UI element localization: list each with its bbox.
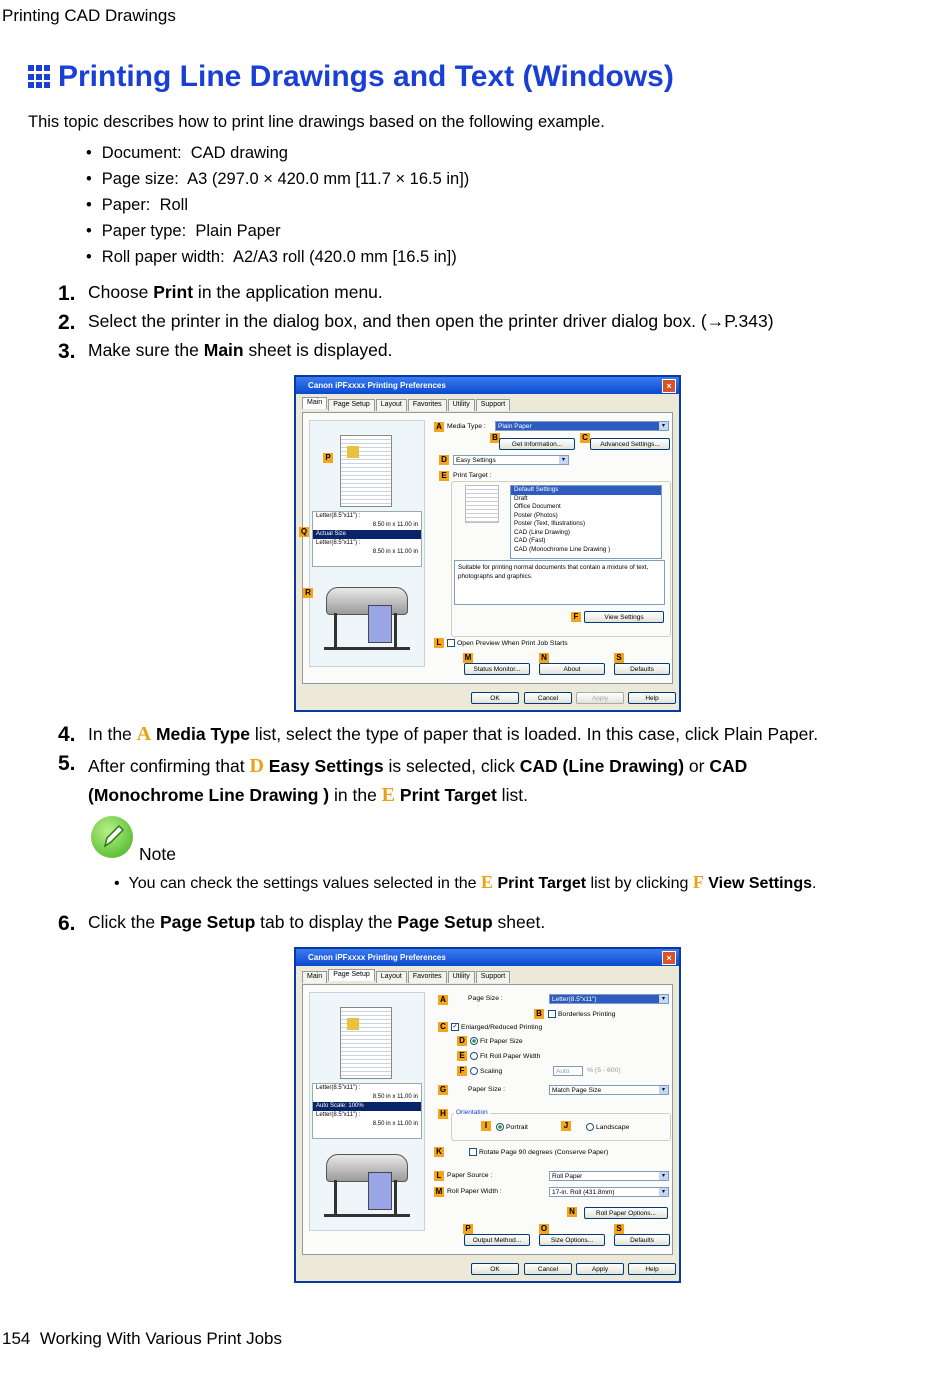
tab-favorites[interactable]: Favorites: [408, 971, 447, 983]
callout-s: S: [614, 653, 624, 663]
callout-o: O: [540, 1224, 548, 1233]
tab-main[interactable]: Main: [302, 397, 327, 409]
page-size-select[interactable]: Letter(8.5"x11") ▾: [549, 994, 669, 1004]
page-title-text: Printing Line Drawings and Text (Windows): [58, 60, 674, 93]
callout-n: N: [539, 653, 549, 663]
roll-paper-options-button[interactable]: Roll Paper Options...: [584, 1207, 668, 1219]
ok-button[interactable]: OK: [471, 692, 519, 704]
callout-q: Q: [300, 527, 308, 536]
callout-p: P: [323, 453, 333, 463]
fit-paper-size-radio[interactable]: Fit Paper Size: [470, 1037, 523, 1045]
page-number: 154: [2, 1329, 31, 1348]
dialog-title-bar: Canon iPFxxxx Printing Preferences ×: [296, 377, 679, 394]
callout-f: F: [571, 612, 581, 622]
close-icon[interactable]: ×: [662, 379, 676, 393]
tab-favorites[interactable]: Favorites: [408, 399, 447, 411]
paper-source-select[interactable]: Roll Paper ▾: [549, 1171, 669, 1181]
list-item: • Paper type: Plain Paper: [86, 220, 469, 246]
defaults-button[interactable]: Defaults: [614, 1234, 670, 1246]
help-button[interactable]: Help: [628, 692, 676, 704]
target-thumbnail: [465, 485, 499, 523]
printer-illustration: [322, 581, 412, 655]
callout-a: A: [438, 995, 448, 1005]
callout-b: B: [490, 433, 500, 443]
list-item[interactable]: CAD (Monochrome Line Drawing ): [514, 545, 611, 553]
rotate-page-checkbox[interactable]: Rotate Page 90 degrees (Conserve Paper): [469, 1148, 608, 1156]
chevron-down-icon: ▾: [659, 995, 668, 1003]
callout-l: L: [434, 1171, 444, 1181]
list-item[interactable]: Poster (Text, Illustrations): [514, 520, 586, 527]
size-info: Letter(8.5"x11") : 8.50 in x 11.00 in Auto Scale: 100% Letter(8.5"x11") : 8.50 in x 11.00 in: [312, 1083, 422, 1139]
callout-k: K: [434, 1147, 444, 1157]
printing-preferences-dialog-page-setup: [294, 947, 681, 1283]
chevron-down-icon: ▾: [659, 1086, 668, 1094]
orientation-title: Orientation: [456, 1109, 488, 1116]
close-icon[interactable]: ×: [662, 951, 676, 965]
status-monitor-button[interactable]: Status Monitor...: [464, 663, 530, 675]
chevron-down-icon: ▾: [559, 456, 568, 464]
paper-size-select[interactable]: Match Page Size ▾: [549, 1085, 669, 1095]
page-size-label: Page Size :: [468, 995, 503, 1002]
portrait-radio[interactable]: Portrait: [496, 1123, 528, 1131]
running-header: Printing CAD Drawings: [2, 6, 176, 25]
landscape-radio[interactable]: Landscape: [586, 1123, 629, 1131]
callout-m: M: [435, 1187, 443, 1196]
paper-size-label: Paper Size :: [468, 1086, 506, 1093]
about-button[interactable]: About: [539, 663, 605, 675]
example-list: [86, 142, 469, 272]
open-preview-checkbox[interactable]: Open Preview When Print Job Starts: [447, 639, 568, 647]
get-information-button[interactable]: Get Information...: [499, 438, 575, 450]
step-4: 4. In the A Media Type list, select the type of paper that is loaded. In this case, click Plain Paper.: [58, 723, 819, 746]
list-item: • Paper: Roll: [86, 194, 469, 220]
paper-source-label: Paper Source :: [447, 1172, 493, 1179]
dialog-title-bar: Canon iPFxxxx Printing Preferences ×: [296, 949, 679, 966]
media-type-select[interactable]: Plain Paper ▾: [495, 421, 669, 431]
callout-m: M: [464, 653, 472, 662]
apply-button[interactable]: Apply: [576, 692, 624, 704]
chevron-down-icon: ▾: [659, 1172, 668, 1180]
callout-d: D: [439, 455, 449, 465]
defaults-button[interactable]: Defaults: [614, 663, 670, 675]
tab-layout[interactable]: Layout: [376, 399, 407, 411]
step-1: 1. Choose Print in the application menu.: [58, 282, 383, 305]
help-button[interactable]: Help: [628, 1263, 676, 1275]
note-label: Note: [139, 844, 176, 864]
callout-c: C: [438, 1022, 448, 1032]
tab-utility[interactable]: Utility: [448, 399, 475, 411]
list-item[interactable]: Default Settings: [511, 486, 661, 495]
cancel-button[interactable]: Cancel: [524, 692, 572, 704]
callout-n: N: [567, 1207, 577, 1217]
borderless-checkbox[interactable]: Borderless Printing: [548, 1010, 615, 1018]
description-box: Suitable for printing normal documents that contain a mixture of text, photographs and graphics.: [454, 560, 665, 605]
page-preview: [340, 1007, 392, 1079]
tab-strip: [302, 971, 511, 983]
printer-illustration: [322, 1148, 412, 1222]
tab-strip: [302, 399, 511, 411]
tab-support[interactable]: Support: [476, 971, 511, 983]
list-item[interactable]: CAD (Line Drawing): [514, 528, 570, 536]
callout-d: D: [457, 1036, 467, 1046]
enlarged-reduced-checkbox[interactable]: ✓ Enlarged/Reduced Printing: [452, 1023, 543, 1031]
note-pencil-icon: [91, 816, 133, 858]
callout-a: A: [434, 422, 444, 432]
media-type-label: Media Type :: [447, 423, 486, 430]
list-item[interactable]: CAD (Fast): [514, 537, 546, 544]
callout-j: J: [561, 1121, 571, 1131]
step-6: 6. Click the Page Setup tab to display the Page Setup sheet.: [58, 912, 546, 935]
print-target-list[interactable]: [510, 485, 662, 559]
callout-l: L: [434, 638, 444, 648]
list-item: • Roll paper width: A2/A3 roll (420.0 mm [16.5 in]): [86, 246, 469, 272]
advanced-settings-button[interactable]: Advanced Settings...: [590, 438, 670, 450]
list-item: • Page size: A3 (297.0 × 420.0 mm [11.7 × 16.5 in]): [86, 168, 469, 194]
tab-page-setup[interactable]: Page Setup: [328, 399, 375, 411]
grid-icon: [28, 65, 52, 89]
roll-width-label: Roll Paper Width :: [447, 1188, 502, 1195]
scaling-input[interactable]: Auto: [553, 1066, 583, 1076]
callout-e: E: [457, 1051, 467, 1061]
cancel-button[interactable]: Cancel: [524, 1263, 572, 1275]
size-options-button[interactable]: Size Options...: [539, 1234, 605, 1246]
intro-text: This topic describes how to print line drawings based on the following example.: [28, 113, 605, 131]
tab-support[interactable]: Support: [476, 399, 511, 411]
apply-button[interactable]: Apply: [576, 1263, 624, 1275]
main-sheet: [302, 412, 673, 684]
tab-main[interactable]: Main: [302, 971, 327, 983]
tab-layout[interactable]: Layout: [376, 971, 407, 983]
tab-page-setup[interactable]: Page Setup: [328, 969, 375, 981]
callout-g: G: [439, 1085, 447, 1094]
step-2: 2. Select the printer in the dialog box, and then open the printer driver dialog box. (→P.343): [58, 311, 774, 334]
page-preview: [340, 435, 392, 507]
page-footer: [2, 1329, 282, 1349]
step-5: 5. After confirming that D Easy Settings is selected, click CAD (Line Drawing) or CAD (Monochrome Line Drawing ) in the E Print Target list.: [58, 752, 748, 806]
preview-area: [309, 992, 425, 1231]
output-method-button[interactable]: Output Method...: [464, 1234, 530, 1246]
scaling-range: % (5 - 600): [587, 1067, 621, 1074]
easy-settings-select[interactable]: Easy Settings ▾: [453, 455, 569, 465]
callout-h: H: [438, 1109, 448, 1119]
callout-e: E: [439, 471, 449, 481]
list-item[interactable]: Poster (Photos): [514, 511, 558, 519]
note-item: • You can check the settings values selected in the E Print Target list by clicking F View Settings.: [114, 872, 817, 892]
view-settings-button[interactable]: View Settings: [584, 611, 664, 623]
roll-width-select[interactable]: 17-in. Roll (431.8mm) ▾: [549, 1187, 669, 1197]
callout-s: S: [614, 1224, 624, 1234]
print-target-label: Print Target :: [453, 472, 492, 479]
callout-i: I: [481, 1121, 491, 1131]
scaling-radio[interactable]: Scaling: [470, 1067, 502, 1075]
list-item: • Document: CAD drawing: [86, 142, 469, 168]
printing-preferences-dialog-main: [294, 375, 681, 712]
callout-r: R: [303, 588, 313, 598]
callout-p: P: [463, 1224, 473, 1234]
tab-utility[interactable]: Utility: [448, 971, 475, 983]
fit-roll-width-radio[interactable]: Fit Roll Paper Width: [470, 1052, 540, 1060]
ok-button[interactable]: OK: [471, 1263, 519, 1275]
callout-c: C: [580, 433, 590, 443]
callout-f: F: [457, 1066, 467, 1076]
list-item[interactable]: Draft: [514, 494, 528, 502]
chevron-down-icon: ▾: [659, 1188, 668, 1196]
footer-text: Working With Various Print Jobs: [39, 1329, 283, 1348]
list-item[interactable]: Office Document: [514, 503, 561, 510]
page-title: [28, 60, 674, 94]
size-info: Letter(8.5"x11") : 8.50 in x 11.00 in Actual Size Letter(8.5"x11") : 8.50 in x 11.00 in: [312, 511, 422, 567]
chevron-down-icon: ▾: [659, 422, 668, 430]
step-3: 3. Make sure the Main sheet is displayed.: [58, 340, 393, 363]
page-setup-sheet: [302, 984, 673, 1255]
callout-b: B: [534, 1009, 544, 1019]
